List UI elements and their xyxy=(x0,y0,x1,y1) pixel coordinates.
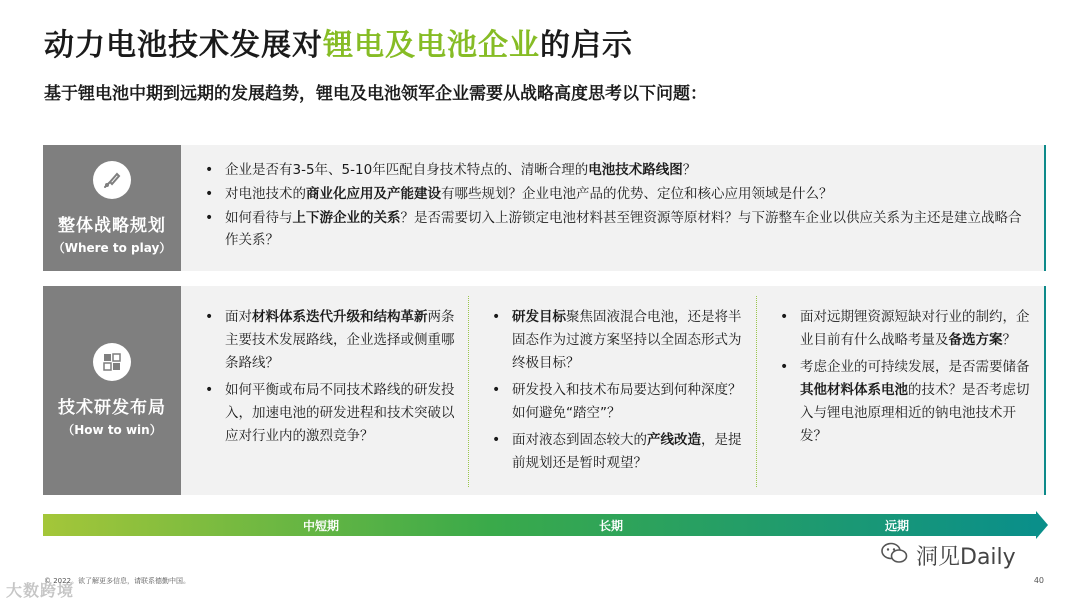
list-item: • 面对远期锂资源短缺对行业的制约，企业目前有什么战略考量及备选方案？ xyxy=(774,306,1036,352)
pen-tool-icon xyxy=(93,161,131,199)
list-item: • 面对液态到固态较大的产线改造，是提前规划还是暂时观望？ xyxy=(486,429,746,475)
list-item: • 考虑企业的可持续发展，是否需要储备其他材料体系电池的技术？是否考虑切入与锂电池原理相近的钠电池技术开发？ xyxy=(774,356,1036,448)
timeline-label-far: 远期 xyxy=(885,519,910,533)
grid-icon xyxy=(93,343,131,381)
page-title xyxy=(44,20,633,64)
title-part1: 动力电池技术发展对 xyxy=(44,28,323,63)
section-sublabel: （Where to play） xyxy=(52,240,172,255)
timeline-label-short: 中短期 xyxy=(303,519,340,533)
column-divider xyxy=(468,296,469,487)
page-number: 40 xyxy=(1033,576,1044,585)
title-accent: 锂电及电池企业 xyxy=(323,28,540,63)
timeline-label-long: 长期 xyxy=(599,519,624,533)
wechat-icon xyxy=(880,541,908,570)
title-part2: 的启示 xyxy=(540,28,633,63)
list-item: • 面对材料体系迭代升级和结构革新两条主要技术发展路线，企业选择或侧重哪条路线？ xyxy=(199,306,459,375)
watermark-bottom-left: 大数跨境 xyxy=(6,581,75,600)
section-sublabel: （How to win） xyxy=(62,423,162,437)
list-item: • 对电池技术的商业化应用及产能建设有哪些规划？企业电池产品的优势、定位和核心应用领域是什么？ xyxy=(199,183,1029,205)
list-item: • 企业是否有3-5年、5-10年匹配自身技术特点的、清晰合理的电池技术路线图？ xyxy=(199,159,1029,181)
arrow-head-icon xyxy=(1036,511,1048,539)
timeline-arrow xyxy=(43,514,1046,536)
column-far-term xyxy=(774,306,1036,452)
column-long-term xyxy=(486,306,746,479)
section-label-box xyxy=(43,145,181,271)
section-technology xyxy=(43,286,1046,495)
list-item: • 研发投入和技术布局要达到何种深度？如何避免“踏空”？ xyxy=(486,379,746,425)
list-item: • 如何看待与上下游企业的关系？是否需要切入上游锁定电池材料甚至锂资源等原材料？与下游整车企业以供应关系为主还是建立战略合作关系？ xyxy=(199,207,1029,251)
watermark-text: 洞见Daily xyxy=(916,545,1016,570)
section-label: 整体战略规划 xyxy=(58,215,166,236)
column-short-term xyxy=(199,306,459,452)
list-item: • 研发目标聚焦固液混合电池，还是将半固态作为过渡方案坚持以全固态形式为终极目标？ xyxy=(486,306,746,375)
page-subtitle: 基于锂电池中期到远期的发展趋势，锂电及电池领军企业需要从战略高度思考以下问题： xyxy=(44,84,707,104)
bullet-list xyxy=(199,159,1029,253)
section-label: 技术研发布局 xyxy=(58,398,166,418)
list-item: • 如何平衡或布局不同技术路线的研发投入，加速电池的研发进程和技术突破以应对行业内的激烈竞争？ xyxy=(199,379,459,448)
section-label-box xyxy=(43,286,181,495)
watermark xyxy=(880,540,1016,571)
footer-note: © 2022。欲了解更多信息，请联系德勤中国。 xyxy=(44,577,191,585)
column-divider xyxy=(756,296,757,487)
section-strategy xyxy=(43,145,1046,271)
